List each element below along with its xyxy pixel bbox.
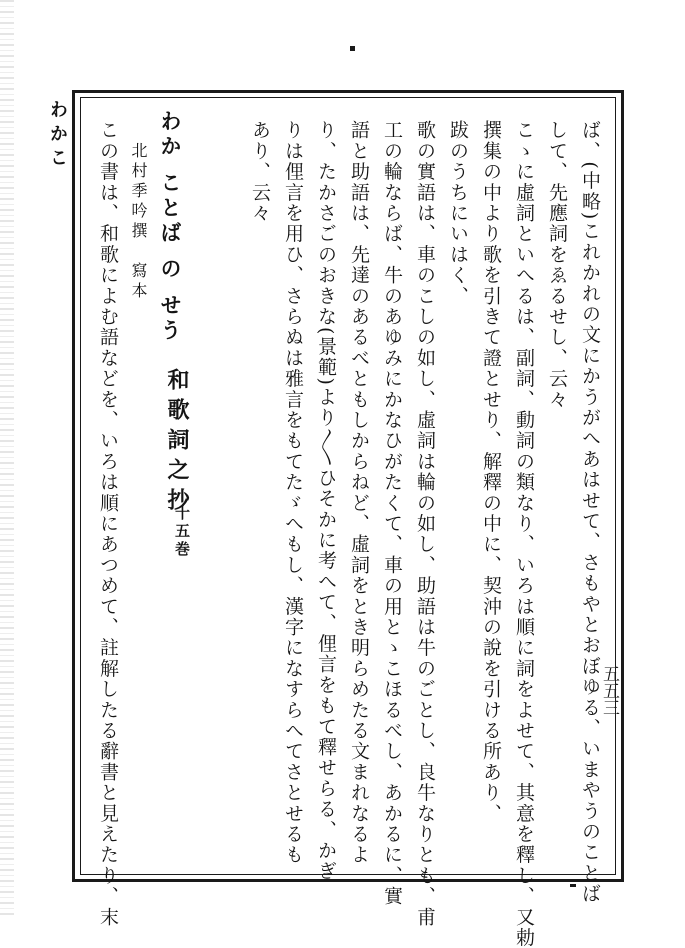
book-title: 和歌詞之抄	[164, 368, 190, 518]
body-column: りは俚言を用ひ、さらぬは雅言をもてたゞへもし、漢字になすらへてさとせるも	[282, 120, 304, 866]
print-mark	[350, 46, 355, 51]
body-column: ば、(中略)これかれの文にかうがへあはせて、さもやとおぼゆる、いまやうのことば	[579, 120, 601, 905]
body-column: あり、云々	[249, 120, 271, 224]
body-column: 歌の實語は、車のこしの如し、虛詞は輪の如し、助語は牛のごとし、良牛なりとも、甫	[414, 120, 436, 928]
body-column: して、先應詞をゑるせし、云々	[546, 120, 568, 410]
page-number: 五五三	[599, 665, 619, 716]
body-column: り、たかさごのおきな(景範)より〳〵ひそかに考へて、俚言をもて釋せらる、かぎ	[315, 120, 337, 882]
body-column: 工の輪ならば、牛のあゆみにかなひがたくて、車の用とゝこほるべし、あかるに、實	[381, 120, 403, 907]
running-title: わかこ	[47, 100, 68, 172]
body-column: 語と助語は、先達のあるべともしからねど、虛詞をとき明らめたる文まれなるよ	[348, 120, 370, 866]
intro-column: この書は、和歌によむ語などを、いろは順にあつめて、註解したる辭書と見えたり、末	[97, 120, 119, 928]
body-column: こゝに虛詞といへるは、副詞、動詞の類なり、いろは順に詞をよせて、其意を釋し、又勅	[513, 120, 535, 948]
author-line: 北村季吟撰 寫本	[129, 142, 148, 302]
entry-heading: わか ことば の せう	[158, 110, 183, 344]
page-edge-shadow	[0, 0, 14, 917]
print-mark	[570, 884, 576, 887]
body-column: 跋のうちにいはく、	[447, 120, 469, 307]
volume-count: 十五巻	[173, 505, 191, 559]
body-column: 撰集の中より歌を引きて證とせり、解釋の中に、契沖の說を引ける所あり、	[480, 120, 502, 824]
